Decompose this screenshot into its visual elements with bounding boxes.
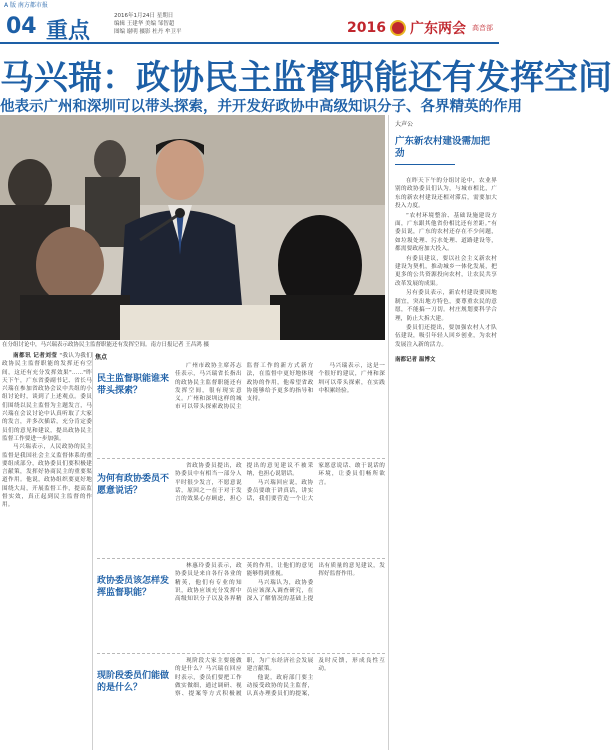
- meta-line: 2016年1月24日 星期日: [114, 13, 174, 19]
- qa-divider: [97, 653, 385, 654]
- subheadline: 他表示广州和深圳可以带头探索，并开发好政协中高级知识分子、各界精英的作用: [0, 99, 522, 115]
- section-title: 重点: [46, 19, 91, 44]
- lead-paragraph: [2, 352, 92, 443]
- qa-divider: [97, 458, 385, 459]
- lead-text: [2, 352, 92, 510]
- qa-divider: [97, 558, 385, 559]
- edition-tag: A 版 南方都市报: [4, 2, 48, 9]
- sidebar-paragraph: “农村环境整治、基础设施建设方面，广东跟其他省份相比还有差距。”有委员说，广东的农村还存在不少问题，如垃圾处理、污水处理、道路建设等，都需要政府加大投入。: [395, 212, 497, 253]
- page-number: 04: [6, 14, 37, 39]
- brand-year: 2016: [347, 20, 386, 36]
- qa-item: [93, 362, 387, 457]
- photo-caption: 在分组讨论中，马兴瑞表示政协民主监督职能还有发挥空间。南方日报记者 王昌鸿 摄: [2, 342, 209, 348]
- lead-paragraph-text: "我认为我们政协民主监督职能的发挥还有空间，这还有充分发挥效果"……"昨天下午，广东省委副书记、省长马兴瑞在参加省政协会议中共组的小组讨论时，谈到了上述观点。委员们围绕以民主监督为主题发言，马兴瑞在会议讨论中认真听取了大家的发言，并多次插话，充分肯定委员们的意见和建议，提出政协民主监督工作要进一步加强。: [2, 353, 92, 442]
- news-photo: [0, 115, 385, 340]
- qa-answer: [175, 657, 385, 745]
- sidebar-paragraph: 委员们还提出，要加强农村人才队伍建设，吸引年轻人回乡创业，为农村发展注入新的活力。: [395, 324, 497, 348]
- byline: 南都讯 记者刘莹: [13, 353, 58, 359]
- sidebar-paragraph: 在昨天下午的分组讨论中，农业界别的政协委员们认为，与城市相比，广东的新农村建设还相对滞后，需要加大投入力度。: [395, 178, 497, 210]
- sidebar: [388, 115, 497, 750]
- qa-question: 现阶段委员们能做的是什么？: [97, 671, 170, 693]
- sidebar-title: 广东新农村建设需加把劲: [395, 136, 491, 159]
- photo-illustration: [0, 115, 385, 340]
- meta-line: 图编 谢明 摄影 杜丹 牟卫平: [114, 29, 182, 35]
- qa-answer-paragraph: 现阶段大家主要能做的是什么？马兴瑞在回应时表示，委员们要把工作做实做细，通过调研、视察、提案等方式积极履职，为广东经济社会发展建言献策。: [175, 658, 314, 698]
- qa-answer: [175, 562, 385, 650]
- qa-answer-paragraph: 马兴瑞回应说，政协委员要敢于讲真话，讲实话，我们要营造一个让大家愿意说话、敢于说话的环境，让委员们畅所欲言。: [246, 463, 385, 503]
- meta-line: 编辑 王建华 美编 邹智超: [114, 21, 175, 27]
- lead-column: [2, 352, 92, 750]
- brand-name: 广东两会: [410, 21, 466, 37]
- qa-item: [93, 462, 387, 557]
- qa-item: [93, 657, 387, 747]
- sidebar-paragraph: 有委员建议，要以社会主义新农村建设为契机，推动城乡一体化发展，把更多的公共资源投向农村，让农民共享改革发展的成果。: [395, 255, 497, 287]
- sidebar-paragraph: 另有委员表示，新农村建设要因地制宜，突出地方特色，要尊重农民的意愿，不能搞一刀切。村庄规划要科学合理，防止大拆大建。: [395, 290, 497, 322]
- qa-answer-paragraph: 马兴瑞表示，这是一个很好的建议，广州和深圳可以带头探索，在实践中积累经验。: [318, 363, 385, 394]
- qa-answer-paragraph: 广州市政协主席苏志佳表示，马兴瑞省长指出的政协民主监督职能还有发挥空间，很有现实意义。广州和深圳这样的城市可以带头探索政协民主监督工作的新方式新方法，在监督中更好地体现政协的作用，他希望省政协能够给予更多的指导和支持。: [175, 363, 314, 411]
- qa-item: [93, 562, 387, 652]
- qa-answer-paragraph: 省政协委员提出，政协委员中有相当一部分人平时很少发言，不愿意说话，原因之一在于对于发言的效果心存顾虑，担心提出的意见建议不被采纳，也担心说错话。: [175, 463, 314, 503]
- qa-question: 为何有政协委员不愿意说话？: [97, 474, 170, 496]
- qa-answer-paragraph: 他说，政府部门要主动接受政协的民主监督，认真办理委员们的提案，及时反馈，形成良性互动。: [246, 658, 385, 698]
- brand-sub: 高音部: [472, 24, 493, 32]
- lead-paragraph: 马兴瑞表示，人民政协的民主监督是我国社会主义监督体系的重要组成部分，政协委员们要积极建言献策，发挥好协商民主的重要渠道作用。他说，政协组织要更好地围绕大局，开展监督工作，提高监督实效，真正起到民主监督的作用。: [2, 444, 92, 509]
- sidebar-kicker: 大声公: [395, 121, 414, 128]
- qa-question: 民主监督职能谁来带头探索？: [97, 374, 170, 396]
- brand-block: [347, 18, 493, 38]
- sidebar-byline: 南都记者 温博文: [395, 357, 436, 364]
- qa-question: 政协委员该怎样发挥监督职能？: [97, 576, 170, 598]
- page-meta: [114, 12, 234, 36]
- qa-answer-paragraph: 马兴瑞认为，政协委员应该深入调查研究，在深入了解情况的基础上提出有质量的意见建议，发挥好监督作用。: [246, 563, 385, 603]
- qa-answer: [175, 462, 385, 554]
- sidebar-rule: [395, 164, 455, 165]
- masthead: [0, 8, 499, 44]
- qa-section: [92, 352, 386, 750]
- sidebar-body: [395, 177, 497, 349]
- headline: 马兴瑞：政协民主监督职能还有发挥空间: [0, 58, 612, 98]
- qa-answer: [175, 362, 385, 454]
- qa-answer-paragraph: 林惠玲委员表示，政协委员是来自各行各业的精英，他们有专业的知识，政协应该充分发挥中高级知识分子以及各界精英的作用，让他们的意见能够得到重视。: [175, 563, 314, 603]
- emblem-icon: [390, 20, 406, 36]
- top-strip: [0, 0, 499, 8]
- qa-kicker: 焦点: [95, 354, 108, 361]
